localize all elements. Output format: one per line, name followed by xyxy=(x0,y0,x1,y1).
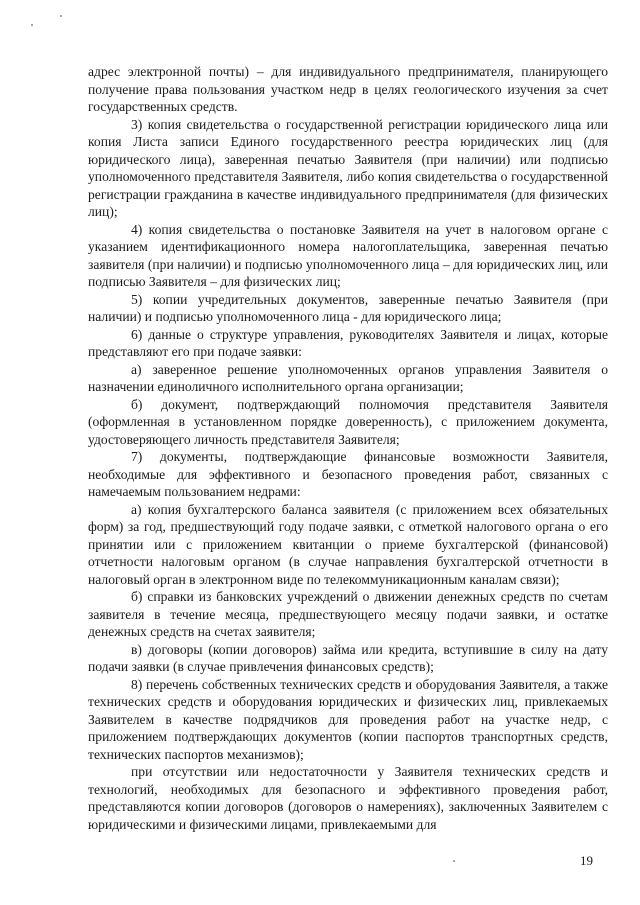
paragraph: при отсутствии или недостаточности у Заявителя технических средств и технологий, необходимых для безопасного и эффективного проведения работ, представляются копии договоров (договоров о намерениях), заключенных Заявителем с юридическими и физическими лицами, привлекаемыми для xyxy=(88,764,608,832)
paragraph: адрес электронной почты) – для индивидуального предпринимателя, планирующего получение права пользования участком недр в целях геологического изучения за счет государственных средств. xyxy=(88,64,608,114)
paragraph: 6) данные о структуре управления, руководителях Заявителя и лицах, которые представляют его при подаче заявки: xyxy=(88,326,608,359)
paragraph: а) заверенное решение уполномоченных органов управления Заявителя о назначении единоличного исполнительного органа организации; xyxy=(88,361,608,394)
paragraph: 7) документы, подтверждающие финансовые возможности Заявителя, необходимые для эффективного и безопасного проведения работ, связанных с намечаемым пользованием недрами: xyxy=(88,449,608,499)
paragraph: 3) копия свидетельства о государственной регистрации юридического лица или копия Листа записи Единого государственного реестра юридических лиц (для юридического лица), заверенная печатью Заявителя (при наличии) или подписью уполномоченного представителя Заявителя, либо копия свидетельства о государственной регистрации гражданина в качестве индивидуального предпринимателя (для физических лиц); xyxy=(88,116,608,219)
scan-speck xyxy=(60,15,62,17)
paragraph: 4) копия свидетельства о постановке Заявителя на учет в налоговом органе с указанием идентификационного номера налогоплательщика, заверенная печатью заявителя (при наличии) и подписью уполномоченного лица – для юридических лиц, или подписью Заявителя – для физических лиц; xyxy=(88,221,608,289)
page-number: 19 xyxy=(580,853,593,868)
paragraph: б) справки из банковских учреждений о движении денежных средств по счетам заявителя в течение месяца, предшествующего месяцу подачи заявки, и остатке денежных средств на счетах заявителя; xyxy=(88,589,608,639)
scan-speck xyxy=(31,24,33,26)
paragraph: а) копия бухгалтерского баланса заявителя (с приложением всех обязательных форм) за год, предшествующий году подаче заявки, с отметкой налогового органа о его принятии или с приложением квитанции о приеме бухгалтерской (финансовой) отчетности налоговым органом (в случае направления бухгалтерской отчетности в налоговый орган в электронном виде по телекоммуникационным каналам связи); xyxy=(88,501,608,587)
paragraph: в) договоры (копии договоров) займа или кредита, вступившие в силу на дату подачи заявки (в случае привлечения финансовых средств); xyxy=(88,641,608,674)
paragraph: б) документ, подтверждающий полномочия представителя Заявителя (оформленная в установленном порядке доверенность), с приложением документа, удостоверяющего личность представителя Заявителя; xyxy=(88,396,608,447)
paragraph: 8) перечень собственных технических средств и оборудования Заявителя, а также технических средств и оборудования юридических и физических лиц, привлекаемых Заявителем в качестве подрядчиков для проведения работ на участке недр, с приложением подтверждающих документов (копии паспортов транспортных средств, технических паспортов механизмов); xyxy=(88,676,608,762)
paragraph: 5) копии учредительных документов, заверенные печатью Заявителя (при наличии) и подписью уполномоченного лица - для юридического лица; xyxy=(88,291,608,324)
document-body xyxy=(88,63,608,833)
scan-speck xyxy=(453,860,455,862)
